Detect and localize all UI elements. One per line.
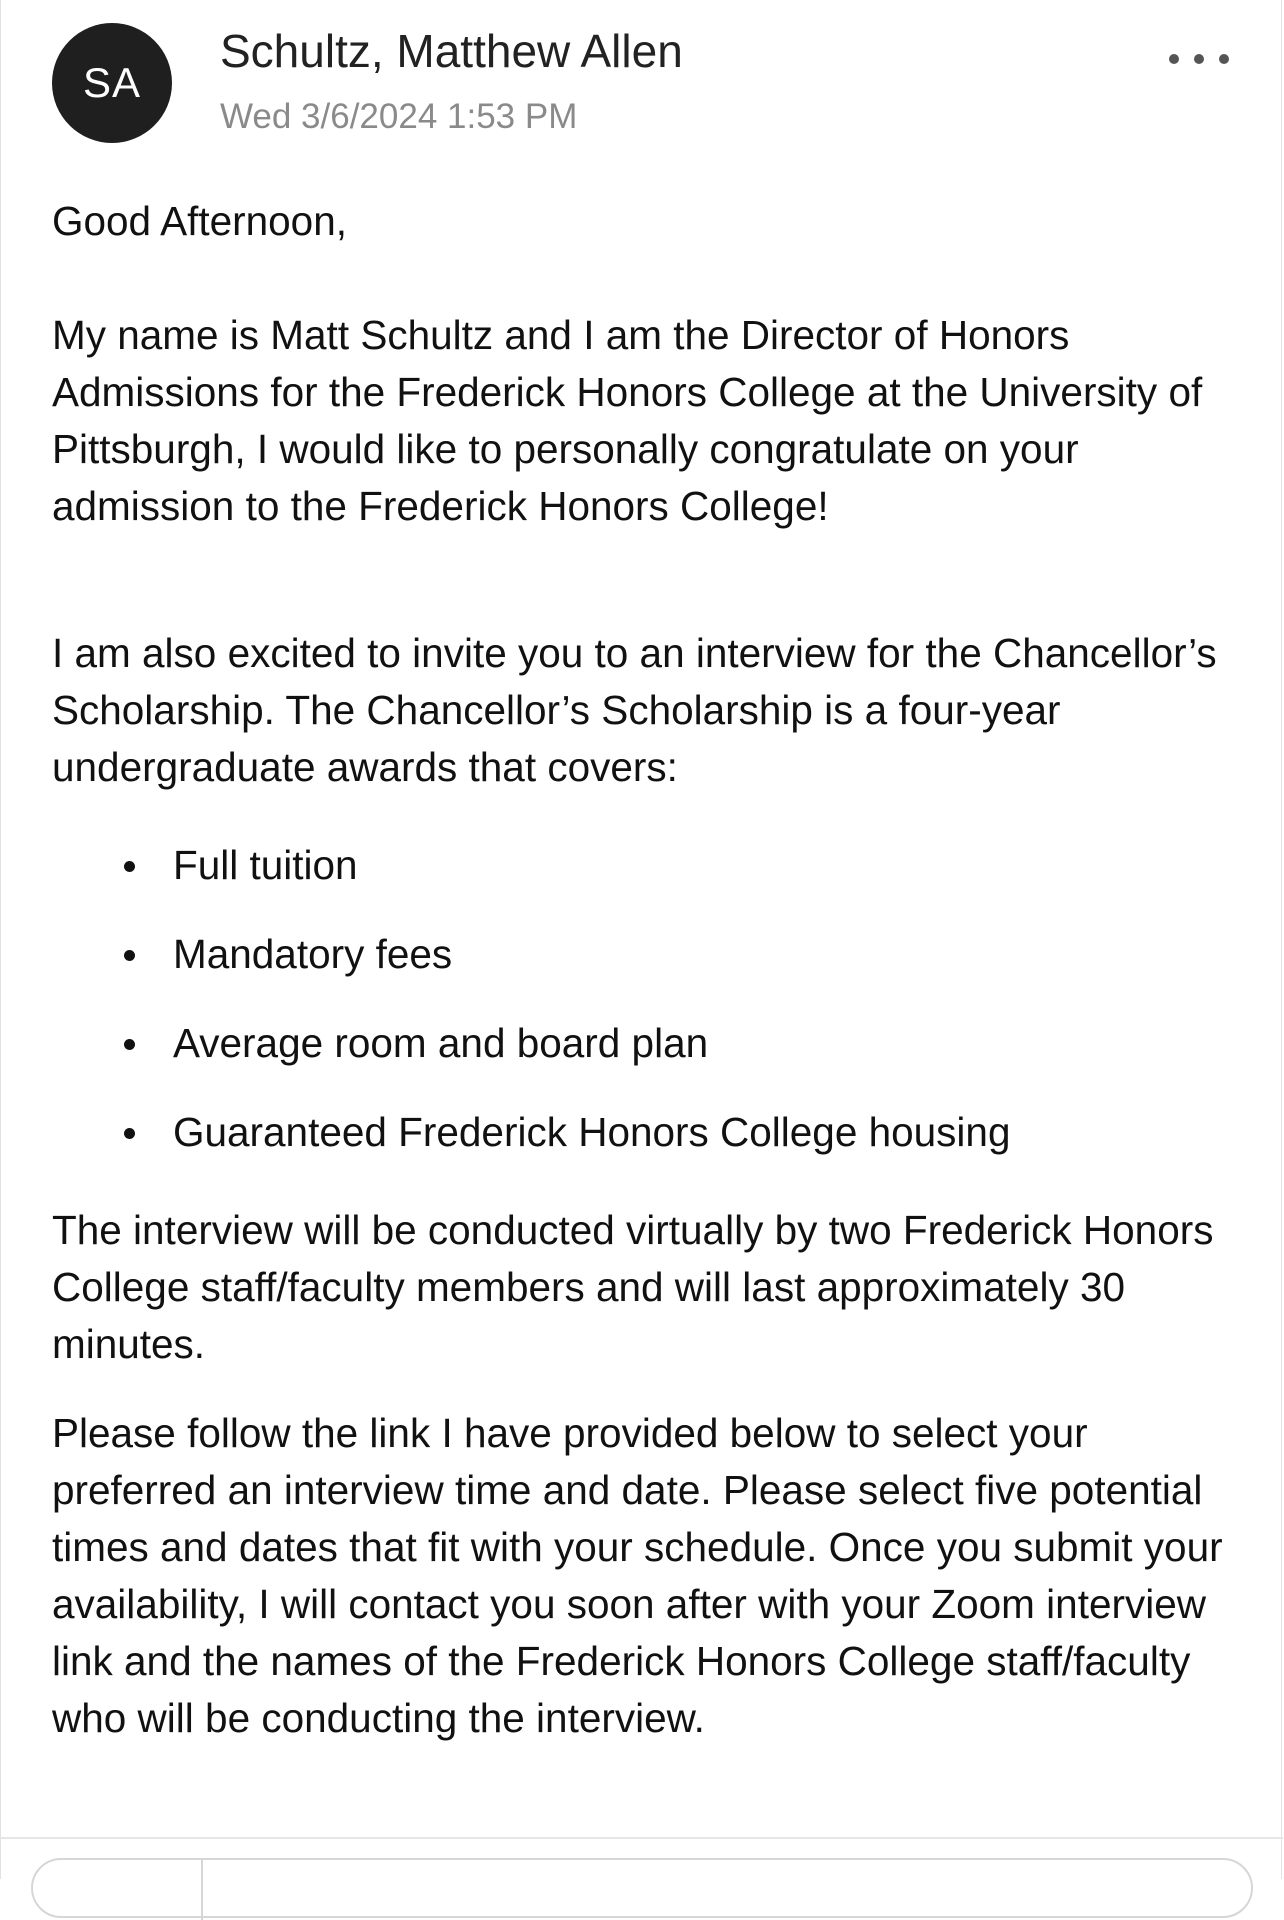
list-item-text: Average room and board plan bbox=[173, 1020, 709, 1066]
list-item-text: Guaranteed Frederick Honors College housing bbox=[173, 1109, 1011, 1155]
divider bbox=[1, 1837, 1283, 1839]
email-paragraph: The interview will be conducted virtually by two Frederick Honors College staff/faculty members and will last approximately 30 minutes. bbox=[52, 1207, 1214, 1367]
scholarship-coverage-list bbox=[52, 837, 1252, 1193]
more-horizontal-icon bbox=[1219, 54, 1229, 64]
divider bbox=[201, 1860, 203, 1920]
bullet-icon bbox=[124, 1039, 135, 1050]
sender-name[interactable]: Schultz, Matthew Allen bbox=[220, 25, 683, 77]
list-item bbox=[52, 1104, 1252, 1193]
avatar-initials: SA bbox=[82, 59, 142, 106]
more-options-button[interactable] bbox=[1169, 40, 1229, 78]
bullet-icon bbox=[124, 861, 135, 872]
more-horizontal-icon bbox=[1194, 54, 1204, 64]
reply-action-bar[interactable] bbox=[31, 1858, 1253, 1918]
list-item-text: Full tuition bbox=[173, 842, 358, 888]
list-item bbox=[52, 926, 1252, 1015]
email-greeting: Good Afternoon, bbox=[52, 198, 347, 244]
bullet-icon bbox=[124, 950, 135, 961]
list-item bbox=[52, 837, 1252, 926]
email-paragraph: I am also excited to invite you to an interview for the Chancellor’s Scholarship. The Chancellor’s Scholarship is a four-year undergraduate awards that covers: bbox=[52, 630, 1217, 790]
list-item-text: Mandatory fees bbox=[173, 931, 453, 977]
avatar[interactable] bbox=[52, 23, 172, 143]
email-paragraph: Please follow the link I have provided below to select your preferred an interview time and date. Please select five potential times and dates that fit with your schedule. Once you submit your availability, I will contact you soon after with your Zoom interview link and the names of the Frederick Honors College staff/faculty who will be conducting the interview. bbox=[52, 1410, 1223, 1741]
list-item bbox=[52, 1015, 1252, 1104]
sent-date: Wed 3/6/2024 1:53 PM bbox=[220, 97, 578, 136]
bullet-icon bbox=[124, 1128, 135, 1139]
email-paragraph: My name is Matt Schultz and I am the Director of Honors Admissions for the Frederick Honors College at the University of Pittsburgh, I would like to personally congratulate on your admission to the Frederick Honors College! bbox=[52, 312, 1203, 529]
more-horizontal-icon bbox=[1169, 54, 1179, 64]
